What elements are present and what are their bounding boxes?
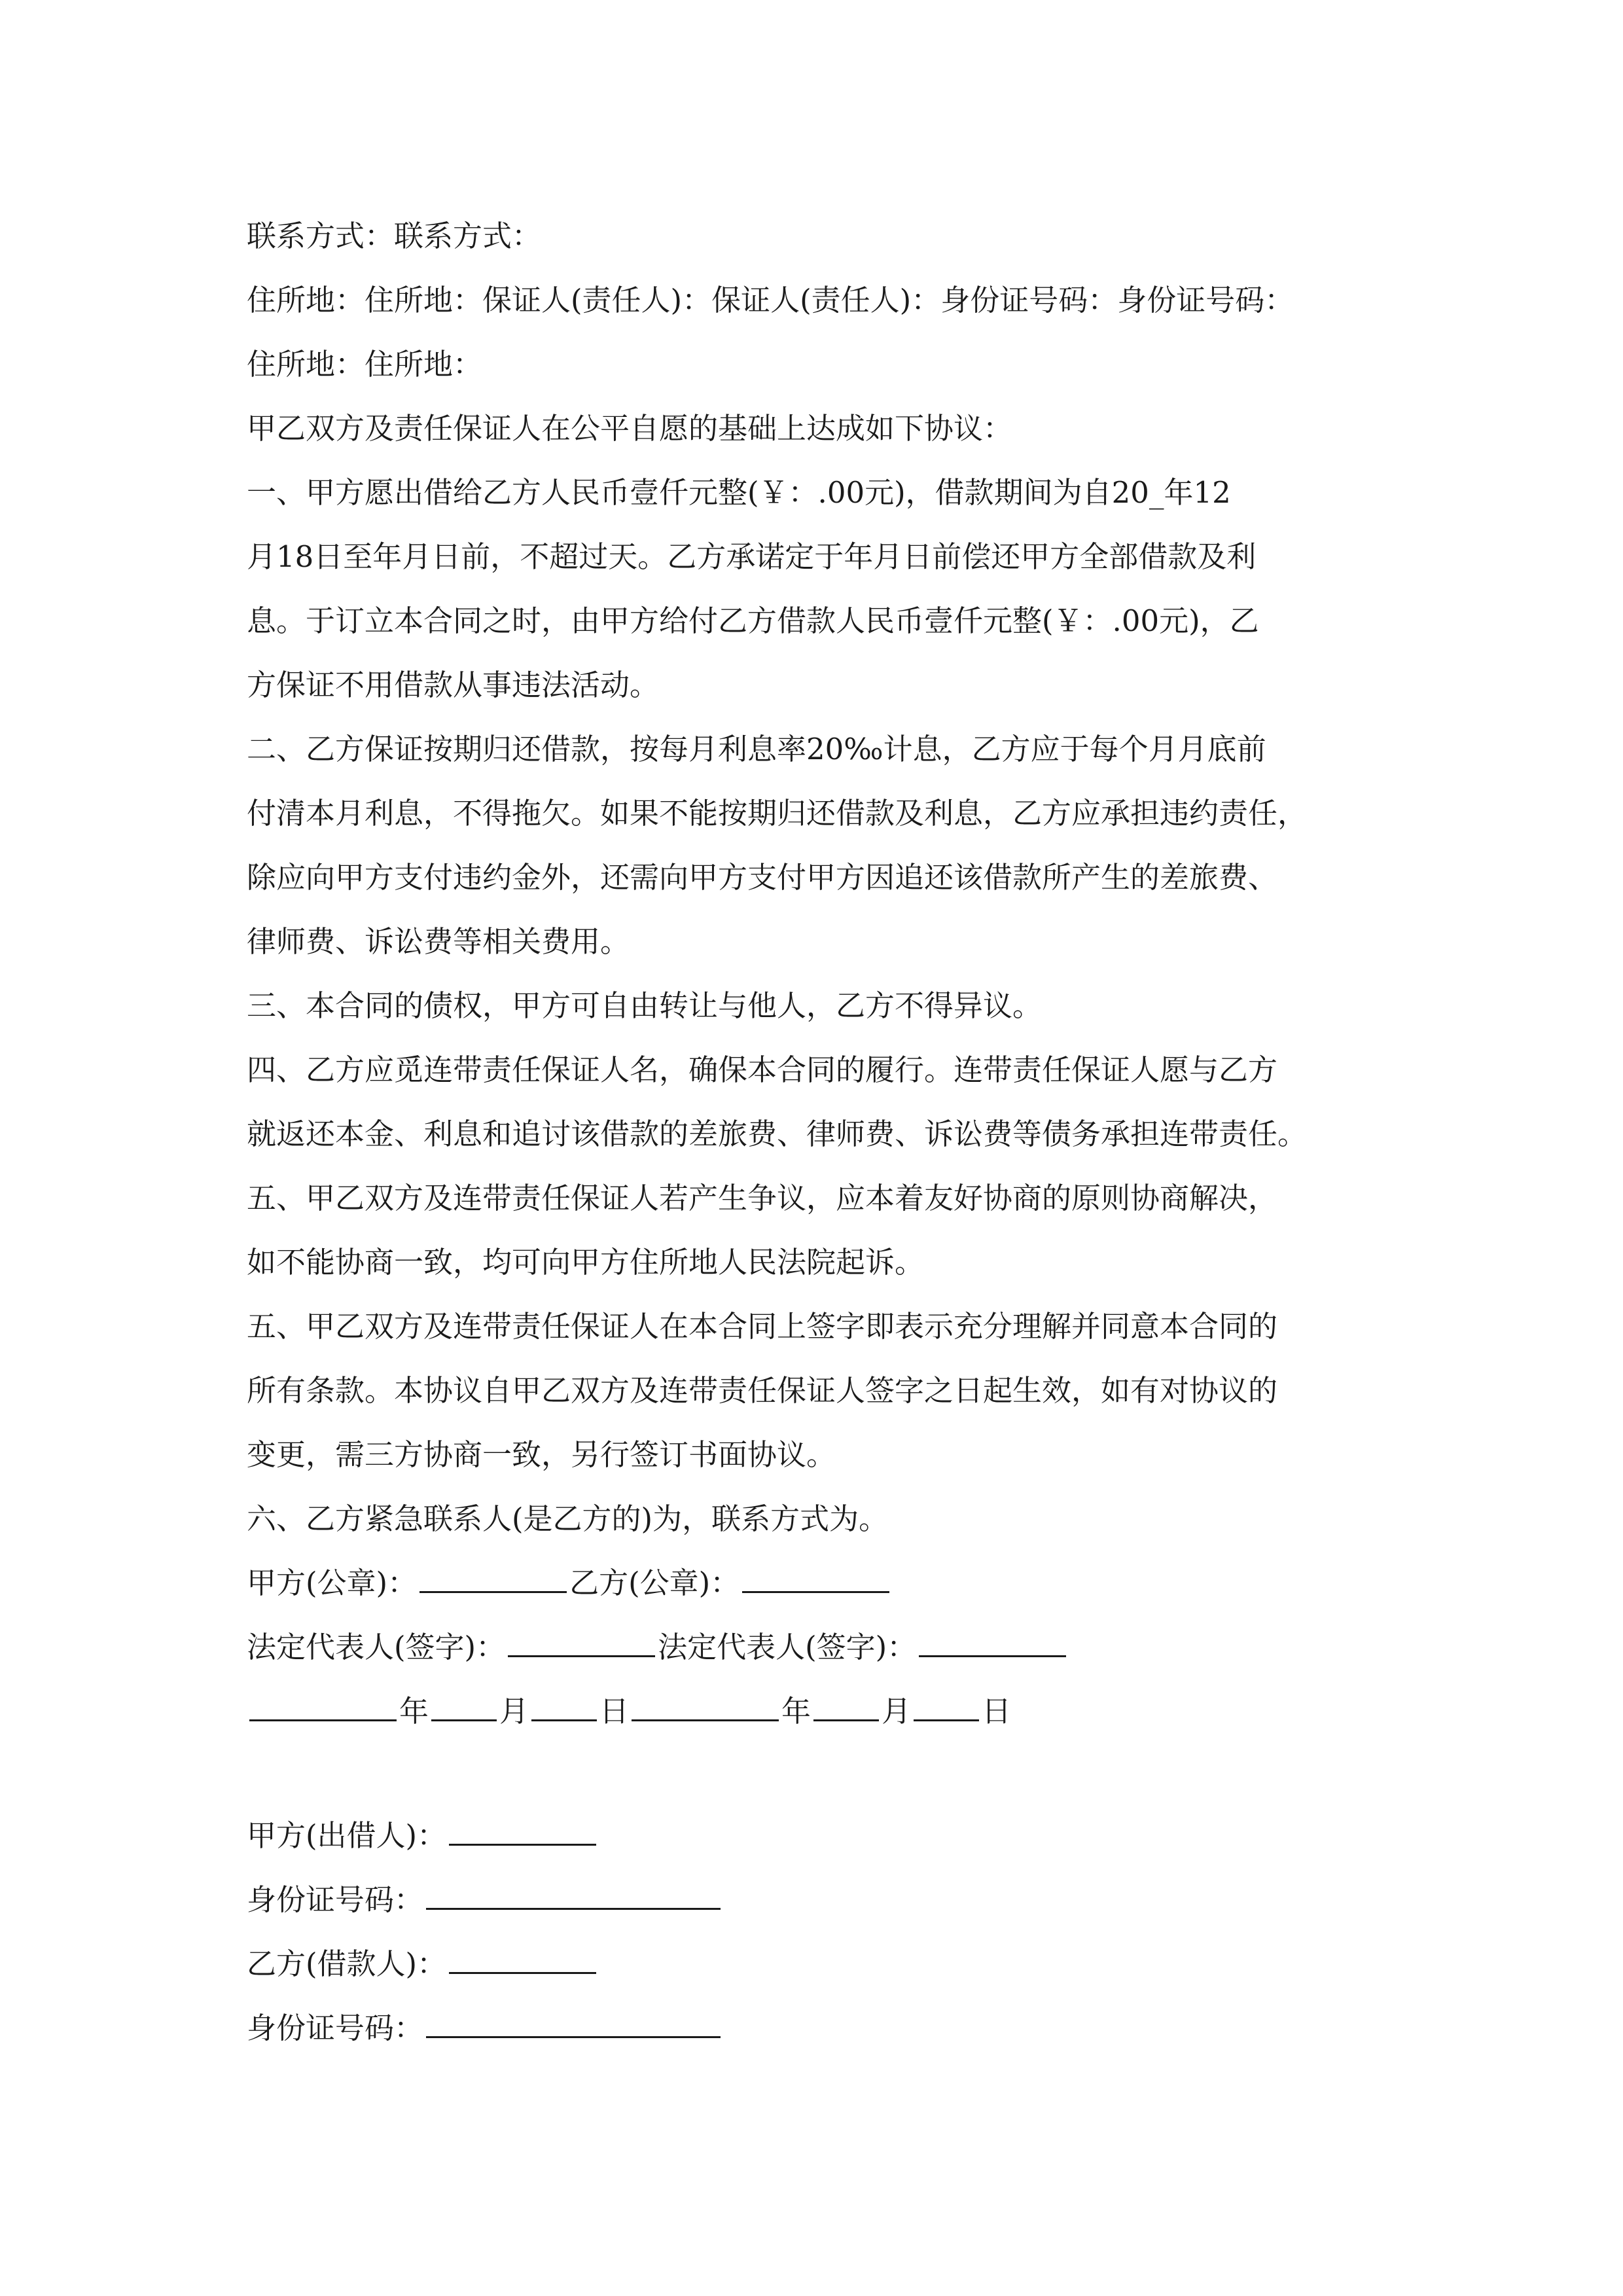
party-b-seal-field[interactable]: [742, 1560, 889, 1593]
clause-2-line-3: 除应向甲方支付违约金外，还需向甲方支付甲方因追还该借款所产生的差旅费、: [247, 860, 1278, 895]
clause-5b-line-2: 所有条款。本协议自甲乙双方及连带责任保证人签字之日起生效，如有对协议的: [247, 1373, 1278, 1408]
party-b-seal-label: 乙方(公章)：: [569, 1566, 740, 1600]
lender-id-row: [247, 1868, 1412, 1932]
clause-4-line-1: 四、乙方应觅连带责任保证人名，确保本合同的履行。连带责任保证人愿与乙方: [247, 1052, 1278, 1087]
rep-a-label: 法定代表人(签字)：: [247, 1630, 506, 1664]
text-line-contact: 联系方式：联系方式：: [247, 219, 542, 253]
text-line-address: 住所地：住所地：: [247, 347, 483, 382]
borrower-id-row: [247, 1996, 1412, 2060]
clause-5b-line-3: 变更，需三方协商一致，另行签订书面协议。: [247, 1437, 836, 1472]
clause-3-line-1: 三、本合同的债权，甲方可自由转让与他人，乙方不得异议。: [247, 988, 1043, 1023]
date-b-month-label: 月: [882, 1694, 912, 1729]
date-a-year-field[interactable]: [249, 1688, 397, 1721]
clause-2-line-2: 付清本月利息，不得拖欠。如果不能按期归还借款及利息，乙方应承担违约责任，: [247, 796, 1308, 831]
rep-a-field[interactable]: [508, 1624, 655, 1657]
clause-1-line-2: 月18日至年月日前，不超过天。乙方承诺定于年月日前偿还甲方全部借款及利: [247, 539, 1257, 574]
clause-5b-line-1: 五、甲乙双方及连带责任保证人在本合同上签字即表示充分理解并同意本合同的: [247, 1309, 1278, 1344]
seal-row: [247, 1551, 1412, 1615]
lender-row: [247, 1804, 1412, 1868]
contract-page: [247, 204, 1412, 2060]
clause-5a-line-1: 五、甲乙双方及连带责任保证人若产生争议，应本着友好协商的原则协商解决，: [247, 1181, 1278, 1215]
date-a-day-field[interactable]: [531, 1688, 597, 1721]
clause-1-line-3: 息。于订立本合同之时，由甲方给付乙方借款人民币壹仟元整(￥：.00元)，乙: [247, 603, 1259, 638]
lender-label: 甲方(出借人)：: [247, 1818, 447, 1853]
clause-2-line-1: 二、乙方保证按期归还借款，按每月利息率20‰计息，乙方应于每个月月底前: [247, 732, 1266, 766]
lender-id-field[interactable]: [426, 1876, 721, 1910]
borrower-id-field[interactable]: [426, 2005, 721, 2038]
borrower-label: 乙方(借款人)：: [247, 1946, 447, 1981]
party-a-seal-label: 甲方(公章)：: [247, 1566, 418, 1600]
rep-b-field[interactable]: [919, 1624, 1066, 1657]
clause-4-line-2: 就返还本金、利息和追讨该借款的差旅费、律师费、诉讼费等债务承担连带责任。: [247, 1117, 1308, 1151]
date-a-month-label: 月: [499, 1694, 529, 1729]
date-b-month-field[interactable]: [813, 1688, 879, 1721]
lender-id-label: 身份证号码：: [247, 1882, 424, 1917]
borrower-id-label: 身份证号码：: [247, 2011, 424, 2045]
clause-5a-line-2: 如不能协商一致，均可向甲方住所地人民法院起诉。: [247, 1245, 925, 1280]
clause-1-line-1: 一、甲方愿出借给乙方人民币壹仟元整(￥：.00元)，借款期间为自20_年12: [247, 475, 1231, 510]
text-line-intro: 甲乙双方及责任保证人在公平自愿的基础上达成如下协议：: [247, 411, 1013, 446]
rep-b-label: 法定代表人(签字)：: [658, 1630, 917, 1664]
date-a-year-label: 年: [399, 1694, 429, 1729]
borrower-row: [247, 1932, 1412, 1996]
clause-2-line-4: 律师费、诉讼费等相关费用。: [247, 924, 630, 959]
representative-row: [247, 1615, 1412, 1679]
date-b-day-label: 日: [982, 1694, 1012, 1729]
borrower-field[interactable]: [449, 1941, 596, 1974]
lender-field[interactable]: [449, 1812, 596, 1846]
spacer: [247, 1744, 1412, 1804]
party-a-seal-field[interactable]: [419, 1560, 567, 1593]
clause-1-line-4: 方保证不用借款从事违法活动。: [247, 668, 660, 702]
text-line-address-guarantor: 住所地：住所地：保证人(责任人)：保证人(责任人)：身份证号码：身份证号码：: [247, 283, 1294, 317]
date-a-month-field[interactable]: [431, 1688, 497, 1721]
date-a-day-label: 日: [599, 1694, 630, 1729]
date-b-year-field[interactable]: [632, 1688, 779, 1721]
date-b-day-field[interactable]: [914, 1688, 979, 1721]
date-b-year-label: 年: [781, 1694, 812, 1729]
clause-6-line-1: 六、乙方紧急联系人(是乙方的)为，联系方式为。: [247, 1501, 889, 1536]
date-row: [247, 1679, 1412, 1744]
